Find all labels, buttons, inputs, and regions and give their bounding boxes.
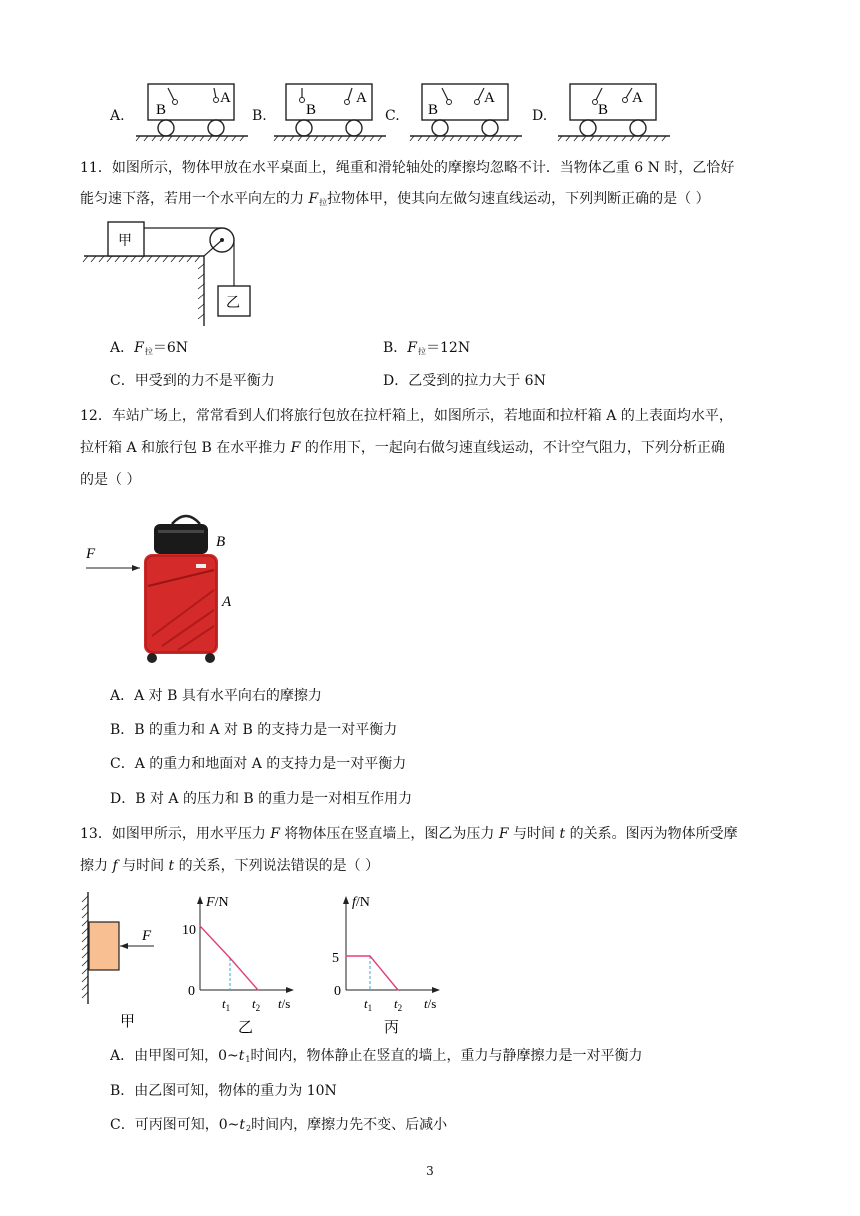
q11-block-jia-label: 甲 (118, 234, 132, 249)
data-point (397, 989, 399, 991)
q10-option-b-letter: B. (252, 108, 267, 124)
q13-wall-force-label: F (142, 928, 152, 944)
q12-force-label: F (86, 546, 96, 562)
t1-label: $t_1$ (222, 996, 231, 1013)
data-point (369, 955, 371, 957)
q10-c-label-a: A (484, 90, 495, 106)
q13-stem-line-1: 13．如图甲所示，用水平压力 F 将物体压在竖直墙上，图乙为压力 F 与时间 t 的关系。图丙为物体所受摩 (80, 826, 738, 842)
q10-d-label-a: A (632, 90, 643, 106)
q12-option-d: D．B 对 A 的压力和 B 的重力是一对相互作用力 (110, 791, 413, 807)
q10-cart-figure-a (134, 80, 250, 142)
series-segment (230, 958, 258, 990)
series-segment (370, 956, 398, 990)
data-point (345, 955, 347, 957)
q13-chart-yi (178, 888, 308, 1038)
q10-b-label-a: A (356, 90, 367, 106)
q10-c-label-b: B (428, 102, 439, 118)
q10-a-label-a: A (220, 90, 231, 106)
data-point (229, 957, 231, 959)
x-axis-label: t/s (424, 996, 437, 1011)
q10-option-a-letter: A. (110, 108, 125, 124)
y-axis-label: F/N (206, 895, 229, 910)
q13-caption-jia: 甲 (120, 1014, 136, 1030)
q11-pulley-figure (80, 216, 260, 328)
origin-label: 0 (334, 984, 341, 999)
q10-option-c-letter: C. (385, 108, 400, 124)
q10-d-label-b: B (598, 102, 609, 118)
t2-label: $t_2$ (394, 996, 403, 1013)
chart-caption: 乙 (238, 1020, 254, 1036)
data-point (257, 989, 259, 991)
q11-option-c: C．甲受到的力不是平衡力 (110, 373, 275, 389)
q10-option-d-letter: D. (532, 108, 548, 124)
q13-stem-line-2: 擦力 f 与时间 t 的关系，下列说法错误的是（ ） (80, 858, 380, 874)
q10-cart-figure-b (272, 80, 388, 142)
y-tick-label: 5 (332, 951, 339, 966)
q10-cart-figure-d (556, 80, 672, 142)
chart-caption: 丙 (384, 1020, 400, 1036)
q12-bag-b-label: B (216, 534, 226, 550)
q12-option-a: A．A 对 B 具有水平向右的摩擦力 (110, 688, 322, 704)
t1-label: $t_1$ (364, 996, 373, 1013)
q12-case-a-label: A (222, 594, 232, 610)
origin-label: 0 (188, 984, 195, 999)
q12-stem-line-1: 12．车站广场上，常常看到人们将旅行包放在拉杆箱上，如图所示，若地面和拉杆箱 A 的上表面均水平， (80, 408, 733, 424)
page-number: 3 (426, 1164, 434, 1178)
q11-block-yi-label: 乙 (226, 296, 240, 311)
q13-option-a: A．由甲图可知，$0\sim t_1$时间内，物体静止在竖直的墙上，重力与静摩擦力是一对平衡力 (110, 1048, 643, 1064)
q10-a-label-b: B (156, 102, 167, 118)
q13-option-b: B．由乙图可知，物体的重力为 10N (110, 1083, 337, 1099)
q11-option-a: A．$F_拉=6N$ (110, 340, 189, 356)
t2-label: $t_2$ (252, 996, 261, 1013)
q12-option-c: C．A 的重力和地面对 A 的支持力是一对平衡力 (110, 756, 407, 772)
q12-option-b: B．B 的重力和 A 对 B 的支持力是一对平衡力 (110, 722, 398, 738)
q13-wall-figure (80, 888, 170, 1032)
q11-stem-line-1: 11．如图所示，物体甲放在水平桌面上，绳重和滑轮轴处的摩擦均忽略不计．当物体乙重 6 N 时，乙恰好 (80, 160, 735, 176)
q10-b-label-b: B (306, 102, 317, 118)
q10-cart-figure-c (408, 80, 524, 142)
q11-stem-line-2: 能匀速下落，若用一个水平向左的力 $F_拉$拉物体甲，使其向左做匀速直线运动，下列判断正确的是（ ） (80, 191, 710, 207)
q13-chart-bing (324, 888, 454, 1038)
q13-option-c: C．可丙图可知，$0\sim t_2$时间内，摩擦力先不变、后减小 (110, 1117, 448, 1133)
series-segment (200, 926, 230, 958)
q12-stem-line-2: 拉杆箱 A 和旅行包 B 在水平推力 F 的作用下，一起向右做匀速直线运动，不计空气阻力，下列分析正确 (80, 440, 725, 456)
y-tick-label: 10 (182, 923, 196, 938)
q11-option-d: D．乙受到的拉力大于 6N (383, 373, 546, 389)
data-point (199, 925, 201, 927)
q11-option-b: B．$F_拉=12N$ (383, 340, 471, 356)
q12-luggage-figure (82, 506, 252, 672)
q12-stem-line-3: 的是（ ） (80, 472, 141, 488)
y-axis-label: f/N (352, 895, 370, 910)
x-axis-label: t/s (278, 996, 291, 1011)
